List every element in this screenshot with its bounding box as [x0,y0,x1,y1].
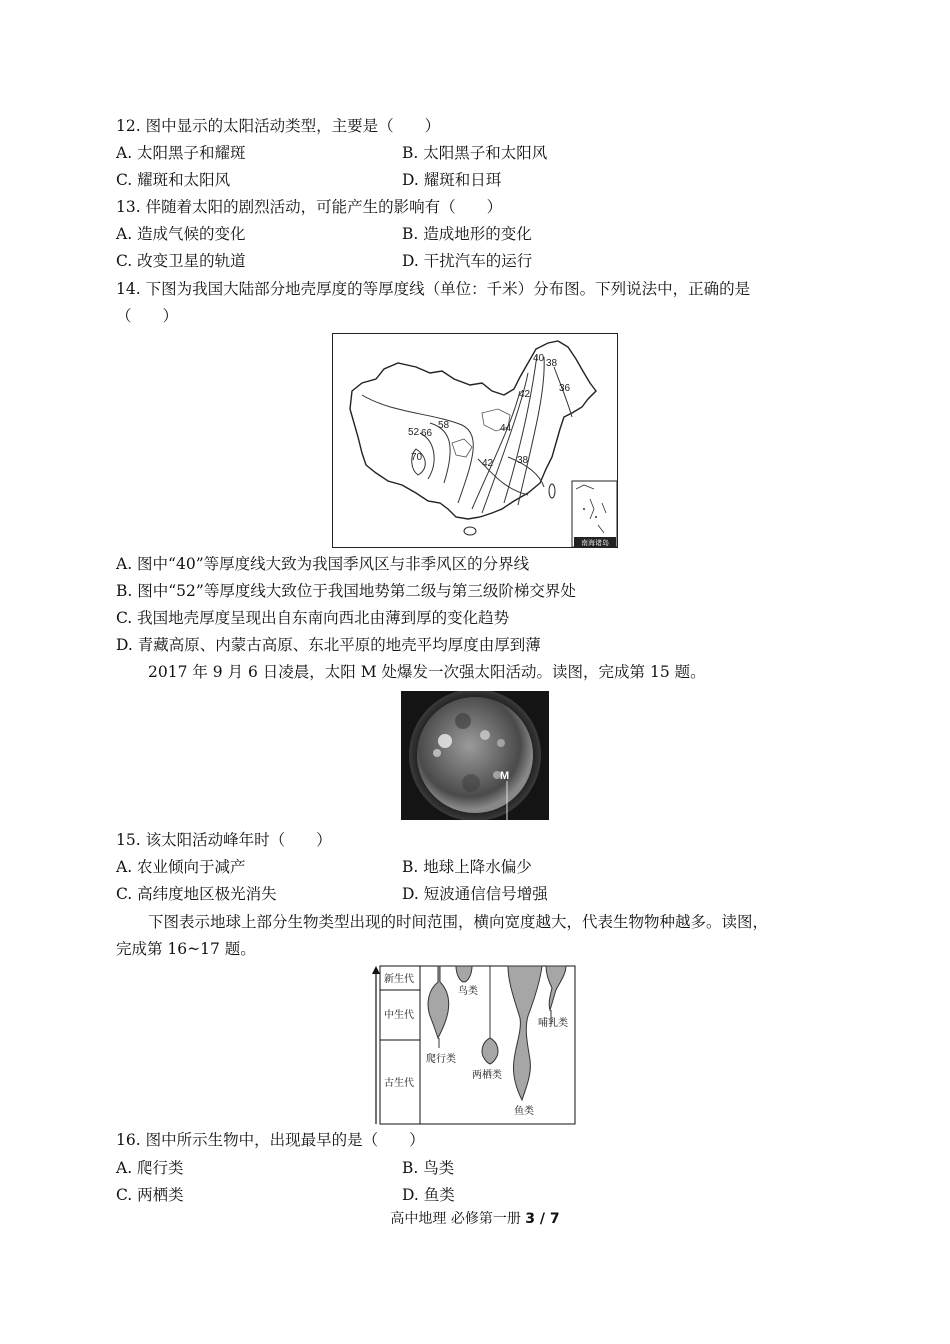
q16-option-d: D. 鱼类 [402,1186,455,1204]
q16-option-b: B. 鸟类 [402,1159,455,1177]
q12-option-d: D. 耀斑和日珥 [402,171,502,189]
shape-amphibians [482,1038,498,1064]
era-mesozoic: 中生代 [384,1010,414,1021]
intro-q15: 2017 年 9 月 6 日凌晨，太阳 M 处爆发一次强太阳活动。读图，完成第 15 题。 [148,663,706,681]
bright-region-3 [480,730,490,740]
q14-option-a: A. 图中“40”等厚度线大致为我国季风区与非季风区的分界线 [116,555,530,573]
q14-option-c: C. 我国地壳厚度呈现出自东南向西北由薄到厚的变化趋势 [116,609,510,627]
shape-reptiles [428,966,449,1038]
footer-text: 高中地理 必修第一册 [390,1211,526,1227]
inset-island-2 [595,516,597,518]
q15-option-c: C. 高纬度地区极光消失 [116,885,277,903]
intro-q16-line1: 下图表示地球上部分生物类型出现的时间范围，横向宽度越大，代表生物物种越多。读图， [148,913,769,931]
label-birds: 鸟类 [458,986,478,997]
q13-option-d: D. 干扰汽车的运行 [402,252,533,270]
crust-thickness-map [332,333,618,548]
label-amphibians: 两栖类 [472,1070,502,1081]
map-label-38-south: 38 [517,455,529,466]
time-arrow-head [372,966,380,974]
inset-island [583,508,585,510]
map-label-58: 58 [438,420,450,431]
bright-region [438,734,452,748]
shape-birds [456,966,472,982]
label-mammals: 哺乳类 [538,1018,568,1029]
sun-image [401,691,549,820]
q14-option-b: B. 图中“52”等厚度线大致位于我国地势第二级与第三级阶梯交界处 [116,582,576,600]
q15-option-b: B. 地球上降水偏少 [402,858,532,876]
map-label-42: 42 [519,389,531,400]
q14-stem-line2: （ ） [116,307,179,325]
page-number: 3 / 7 [525,1211,560,1227]
map-label-40: 40 [533,353,545,364]
label-reptiles: 爬行类 [426,1054,456,1065]
inset-label: 南海诸岛 [581,539,609,547]
map-label-44: 44 [500,423,512,434]
q13-option-a: A. 造成气候的变化 [116,225,246,243]
dark-region-2 [462,774,480,792]
q16-stem: 16. 图中所示生物中，出现最早的是（ ） [116,1131,425,1149]
q12-option-b: B. 太阳黑子和太阳风 [402,144,548,162]
evolution-diagram [370,964,580,1126]
q16-option-c: C. 两栖类 [116,1186,184,1204]
q13-stem: 13. 伴随着太阳的剧烈活动，可能产生的影响有（ ） [116,198,503,216]
map-label-42-south: 42 [482,458,494,469]
marker-m: M [500,770,510,782]
q12-option-c: C. 耀斑和太阳风 [116,171,231,189]
era-cenozoic: 新生代 [384,974,414,985]
q12-option-a: A. 太阳黑子和耀斑 [116,144,246,162]
q13-option-b: B. 造成地形的变化 [402,225,532,243]
q15-option-a: A. 农业倾向于减产 [116,858,246,876]
shape-mammals [546,966,566,1010]
q15-option-d: D. 短波通信信号增强 [402,885,548,903]
page-footer [0,1208,950,1228]
q14-stem-line1: 14. 下图为我国大陆部分地壳厚度的等厚度线（单位：千米）分布图。下列说法中，正确的是 [116,280,751,298]
label-fish: 鱼类 [514,1106,534,1117]
q13-option-c: C. 改变卫星的轨道 [116,252,246,270]
q16-option-a: A. 爬行类 [116,1159,184,1177]
dark-region [455,713,471,729]
bright-region-2 [433,749,441,757]
q14-option-d: D. 青藏高原、内蒙古高原、东北平原的地壳平均厚度由厚到薄 [116,636,541,654]
map-label-38: 38 [546,358,558,369]
era-paleozoic: 古生代 [384,1078,414,1089]
bright-region-4 [497,739,505,747]
q15-stem: 15. 该太阳活动峰年时（ ） [116,831,332,849]
map-label-70: 70 [411,452,423,463]
map-label-36: 36 [559,383,571,394]
map-label-52: 52 [408,427,420,438]
map-label-66: 66 [421,428,433,439]
q12-stem: 12. 图中显示的太阳活动类型，主要是（ ） [116,117,441,135]
shape-fish [508,966,542,1100]
intro-q16-line2: 完成第 16~17 题。 [116,940,256,958]
